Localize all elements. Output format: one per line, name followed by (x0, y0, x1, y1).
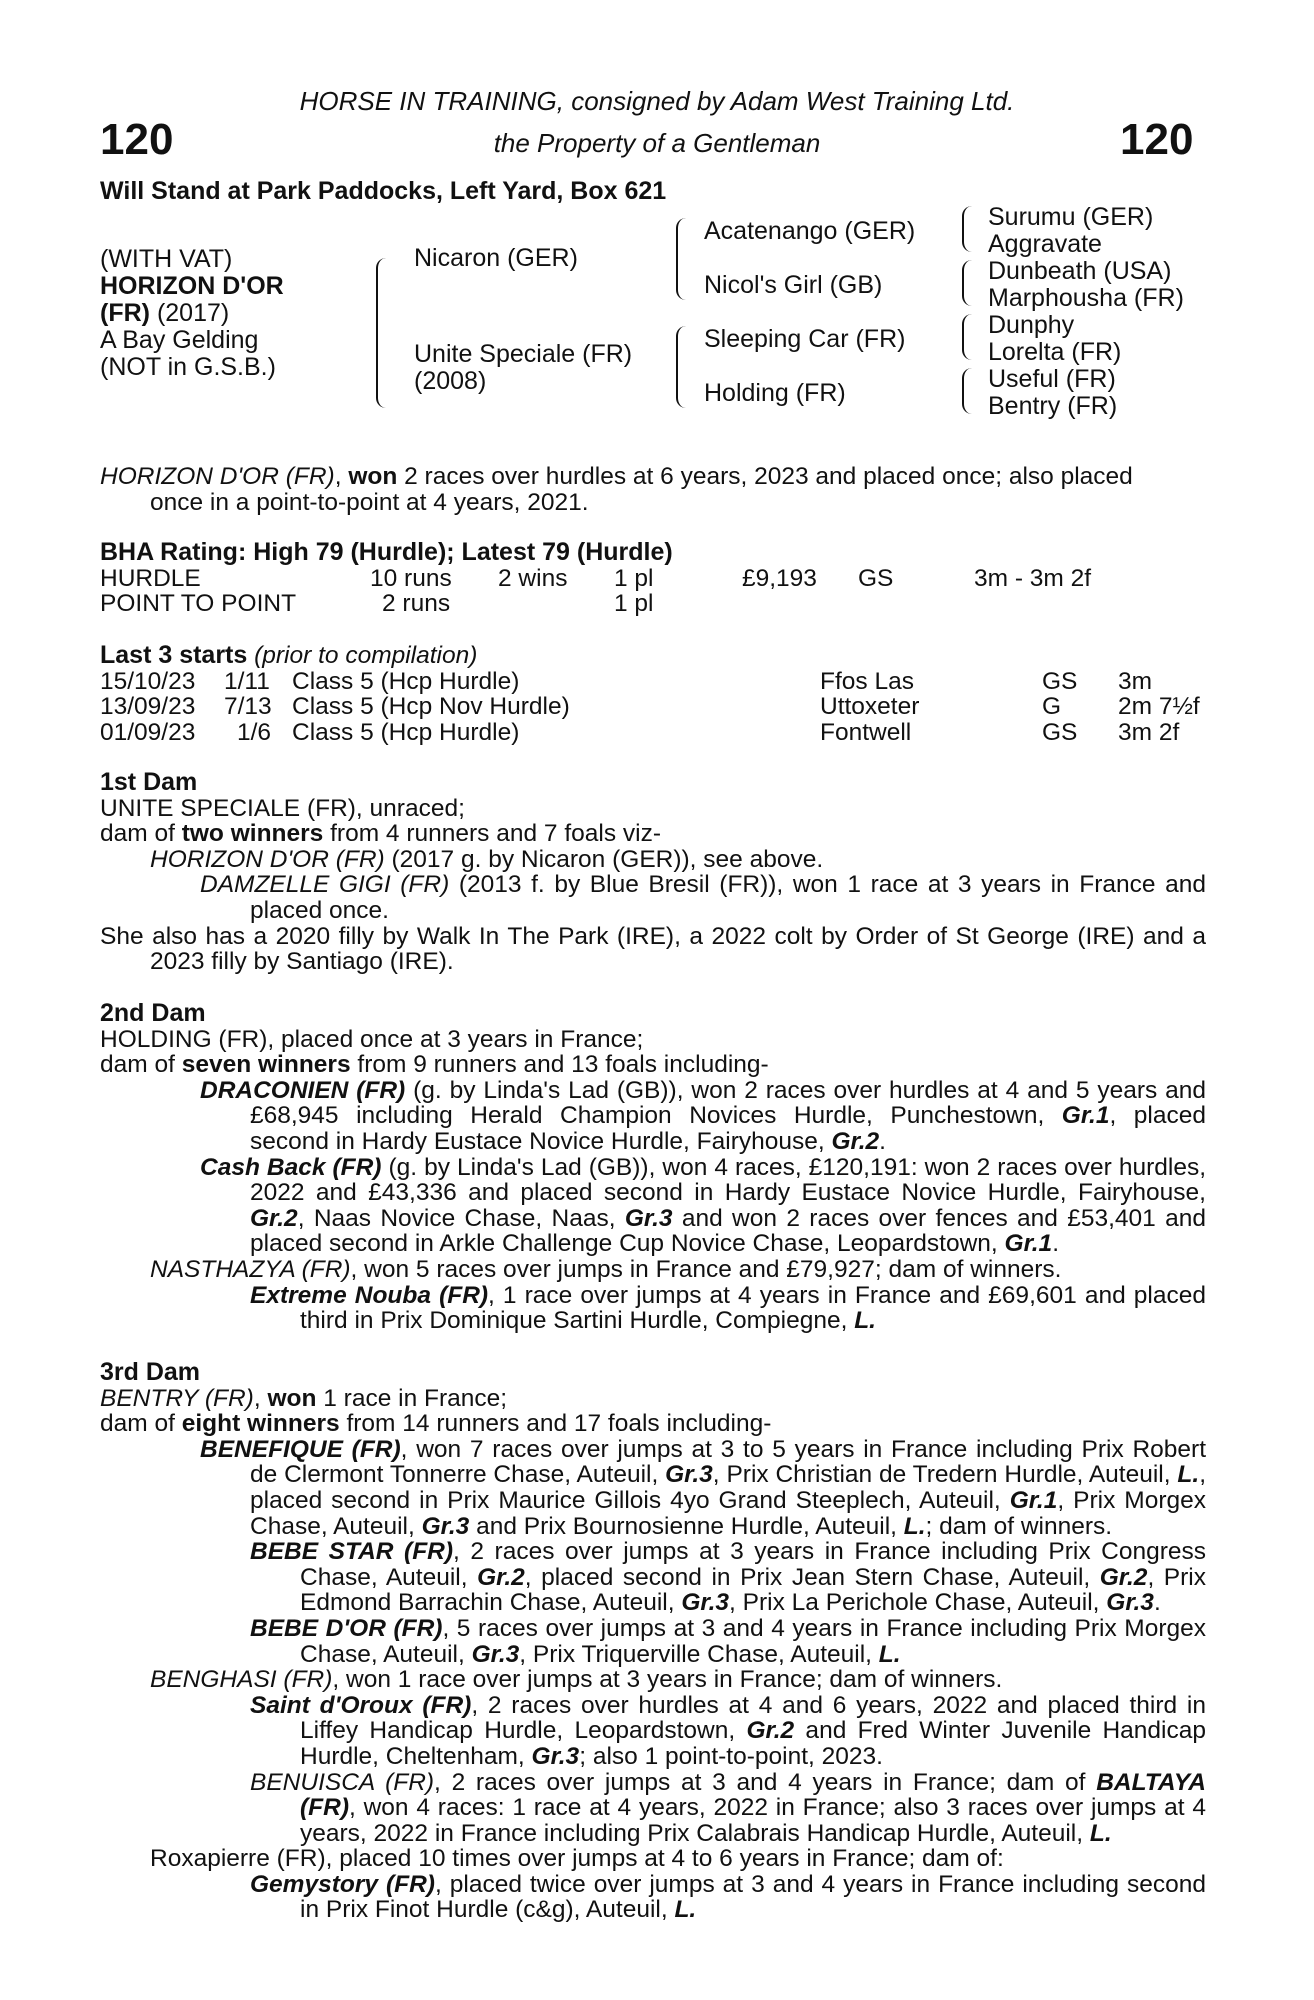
winners-count: seven winners (181, 1051, 351, 1079)
dam-of-text: dam of (100, 1051, 182, 1079)
first-dam-section (100, 770, 1206, 975)
produce-text: , placed second in Hardy Eustace Novice Hurdle, Fairyhouse, (250, 1102, 1206, 1155)
produce-name: BALTAYA (FR) (300, 1768, 1206, 1822)
grade-label: Gr.2 (746, 1717, 795, 1745)
start-row (100, 720, 1206, 746)
produce-text: (2013 f. by Blue Bresil (FR)), won 1 race at 3 years in France and placed once. (250, 871, 1206, 924)
grade-label: Gr.2 (477, 1563, 525, 1591)
rating-type: HURDLE (100, 564, 201, 592)
pedigree-dam-year: (2008) (414, 367, 487, 395)
lot-number-left: 120 (100, 115, 174, 164)
dam-of-text: dam of (100, 1410, 182, 1438)
produce-entry (100, 1872, 1206, 1923)
produce-entry (100, 872, 1206, 923)
also-has-text: She also has a 2020 filly by Walk In The Park (IRE), a 2022 colt by Order of St George (IRE) and a 2023 filly by Santiago (IRE). (100, 922, 1206, 976)
grade-label: Gr.3 (471, 1640, 520, 1668)
rating-earnings: £9,193 (742, 564, 817, 592)
sire-brace (676, 218, 690, 300)
rating-section (100, 540, 1206, 617)
grade-label: Gr.3 (665, 1461, 713, 1489)
produce-text: , won 5 races over jumps in France and £79,927; dam of winners. (350, 1255, 1062, 1283)
pedigree-g1: Surumu (GER) (988, 203, 1154, 231)
pedigree-g6: Lorelta (FR) (988, 338, 1122, 366)
start-course: Fontwell (820, 718, 912, 746)
horse-year: (2017) (156, 299, 230, 327)
grade-label: Gr.2 (250, 1204, 298, 1232)
gsb-note: (NOT in G.S.B.) (100, 353, 276, 381)
rating-placed: 1 pl (614, 590, 654, 618)
winners-count: eight winners (181, 1410, 340, 1438)
g-brace-3 (962, 314, 976, 360)
listed-label: L. (903, 1512, 926, 1540)
start-course: Uttoxeter (820, 693, 920, 721)
produce-text: , 5 races over jumps at 3 and 4 years in France including Prix Morgex Chase, Auteuil, (300, 1614, 1206, 1668)
start-course: Ffos Las (820, 667, 914, 695)
pedigree-g3: Dunbeath (USA) (988, 257, 1172, 285)
grade-label: Gr.1 (1009, 1486, 1058, 1514)
produce-entry (100, 1078, 1206, 1155)
start-position: 1/11 (224, 667, 270, 695)
grade-label: Gr.3 (681, 1589, 730, 1617)
start-date: 15/10/23 (100, 667, 196, 695)
lot-number-right: 120 (1120, 115, 1194, 164)
produce-name: Gemystory (FR) (250, 1870, 435, 1898)
pedigree-sire-sire: Acatenango (GER) (704, 217, 916, 245)
grade-label: Gr.1 (1004, 1230, 1053, 1258)
first-dam-line: UNITE SPECIALE (FR), unraced; (100, 794, 465, 822)
start-going: GS (1042, 667, 1078, 695)
start-race: Class 5 (Hcp Nov Hurdle) (292, 693, 570, 721)
produce-text: (g. by Linda's Lad (GB)), won 4 races, £120,191: won 2 races over hurdles, 2022 and £43,336 and placed second in Hardy Eustace Novice Hurdle, Fairyhouse, (250, 1153, 1206, 1207)
produce-text: , Prix Morgex Chase, Auteuil, (250, 1486, 1206, 1540)
produce-name: BENGHASI (FR) (150, 1666, 333, 1694)
summary-name: HORIZON D'OR (FR) (100, 463, 335, 490)
produce-entry (100, 1283, 1206, 1334)
start-position: 1/6 (237, 718, 272, 746)
summary-line1: 2 races over hurdles at 6 years, 2023 and placed once; also placed (397, 463, 1133, 490)
dam-of-text: from 14 runners and 17 foals including- (339, 1410, 772, 1438)
produce-text: ; also 1 point-to-point, 2023. (579, 1742, 883, 1770)
last-starts-subtitle: (prior to compilation) (254, 642, 478, 669)
grade-label: Gr.3 (421, 1512, 470, 1540)
produce-text: , placed second in Prix Maurice Gillois 4yo Grand Steeplech, Auteuil, (250, 1461, 1206, 1514)
produce-entry: Roxapierre (FR), placed 10 times over jumps at 4 to 6 years in France; dam of: (150, 1845, 1004, 1873)
start-race: Class 5 (Hcp Hurdle) (292, 667, 520, 695)
horse-country: (FR) (100, 299, 150, 327)
produce-text: , Prix La Perichole Chase, Auteuil, (729, 1589, 1107, 1617)
last-starts-section (100, 643, 1206, 745)
produce-text: , won 4 races: 1 race at 4 years, 2022 in France; also 3 races over jumps at 4 years, 2022 in France including Prix Calabrais Handicap Hurdle, Auteuil, (300, 1794, 1206, 1847)
grade-label: Gr.1 (1061, 1102, 1110, 1130)
horse-name: HORIZON D'OR (100, 272, 284, 300)
rating-title: BHA Rating: High 79 (Hurdle); Latest 79 (Hurdle) (100, 538, 673, 566)
rating-going: GS (858, 564, 894, 592)
third-dam-title: 3rd Dam (100, 1358, 201, 1386)
produce-entry (100, 847, 1206, 873)
rating-distance: 3m - 3m 2f (974, 564, 1092, 592)
pedigree-g8: Bentry (FR) (988, 392, 1118, 420)
stand-line: Will Stand at Park Paddocks, Left Yard, Box 621 (100, 177, 667, 205)
rating-row-ptp (100, 591, 1206, 617)
produce-text: , 2 races over jumps at 3 and 4 years in France; dam of (434, 1768, 1097, 1796)
pedigree-sire: Nicaron (GER) (414, 244, 578, 272)
produce-text: , 2 races over hurdles at 4 and 6 years, 2022 and placed third in Liffey Handicap Hurdle, Leopardstown, (300, 1691, 1206, 1745)
produce-name: Extreme Nouba (FR) (250, 1281, 489, 1309)
produce-text: , placed second in Prix Jean Stern Chase, Auteuil, (524, 1563, 1100, 1591)
grade-label: Gr.2 (831, 1127, 880, 1155)
g-brace-4 (962, 368, 976, 414)
dam-of-text: from 9 runners and 13 foals including- (350, 1051, 769, 1079)
start-distance: 3m 2f (1118, 718, 1180, 746)
produce-entry (100, 1693, 1206, 1770)
listed-label: L. (1177, 1461, 1200, 1489)
produce-text: , won 7 races over jumps at 3 to 5 years in France including Prix Robert de Clermont Tonnerre Chase, Auteuil, (250, 1435, 1206, 1489)
produce-name: DAMZELLE GIGI (FR) (200, 871, 450, 899)
grade-label: Gr.3 (531, 1742, 580, 1770)
start-distance: 2m 7½f (1118, 693, 1200, 721)
race-summary: HORIZON D'OR (FR), won 2 races over hurdles at 6 years, 2023 and placed once; also placed once in a point-to-point at 4 years, 2021. (100, 464, 1206, 515)
summary-won: won (348, 463, 398, 490)
listed-label: L. (878, 1640, 901, 1668)
produce-text: and Fred Winter Juvenile Handicap Hurdle, Cheltenham, (300, 1717, 1207, 1770)
rating-placed: 1 pl (614, 564, 654, 592)
third-dam-text: 1 race in France; (316, 1384, 508, 1412)
grade-label: Gr.3 (1106, 1589, 1154, 1617)
produce-name: BENEFIQUE (FR) (200, 1435, 401, 1463)
dam-of-text: dam of (100, 820, 182, 848)
start-row (100, 669, 1206, 695)
produce-text: , Naas Novice Chase, Naas, (297, 1204, 625, 1232)
second-dam-title: 2nd Dam (100, 999, 206, 1027)
produce-text: . (1153, 1589, 1161, 1617)
produce-text: , won 1 race over jumps at 3 years in France; dam of winners. (332, 1666, 1003, 1694)
start-row (100, 694, 1206, 720)
produce-text: , 1 race over jumps at 4 years in France and £69,601 and placed third in Prix Dominique Sartini Hurdle, Compiegne, (300, 1281, 1206, 1335)
summary-line2: once in a point-to-point at 4 years, 2021. (150, 488, 589, 516)
consignor-line: HORSE IN TRAINING, consigned by Adam West Training Ltd. (299, 86, 1015, 116)
horse-name-line2 (100, 300, 229, 327)
start-distance: 3m (1118, 667, 1153, 695)
start-race: Class 5 (Hcp Hurdle) (292, 718, 520, 746)
produce-text: , 2 races over jumps at 3 years in France including Prix Congress Chase, Auteuil, (300, 1538, 1206, 1591)
rating-runs: 2 runs (382, 590, 451, 618)
produce-text: ; dam of winners. (925, 1512, 1113, 1540)
produce-entry (100, 1155, 1206, 1257)
produce-entry (100, 1770, 1206, 1847)
pedigree-dam-dam: Holding (FR) (704, 379, 846, 407)
start-position: 7/13 (224, 693, 272, 721)
produce-text: and Prix Bournosienne Hurdle, Auteuil, (469, 1512, 904, 1540)
produce-text: . (879, 1127, 886, 1155)
start-going: G (1042, 693, 1062, 721)
produce-entry (100, 1667, 1206, 1693)
produce-entry (100, 1257, 1206, 1283)
produce-text: , placed twice over jumps at 3 and 4 years in France including second in Prix Finot Hurdle (c&g), Auteuil, (300, 1870, 1207, 1924)
produce-text: and won 2 races over fences and £53,401 and placed second in Arkle Challenge Cup Novice Chase, Leopardstown, (250, 1204, 1206, 1258)
pedigree-g4: Marphousha (FR) (988, 284, 1184, 312)
second-dam-section (100, 1001, 1206, 1334)
start-date: 13/09/23 (100, 693, 196, 721)
produce-entry (100, 1437, 1206, 1539)
third-dam-name: BENTRY (FR) (100, 1384, 254, 1412)
produce-text: , Prix Edmond Barrachin Chase, Auteuil, (300, 1563, 1206, 1617)
produce-entry (100, 1539, 1206, 1616)
horse-description: A Bay Gelding (100, 326, 259, 354)
pedigree-dam: Unite Speciale (FR) (414, 340, 633, 368)
produce-text: (2017 g. by Nicaron (GER)), see above. (384, 845, 824, 873)
rating-row-hurdle (100, 566, 1206, 592)
dam-brace (676, 326, 690, 408)
start-going: GS (1042, 718, 1078, 746)
rating-type: POINT TO POINT (100, 590, 297, 618)
rating-runs: 10 runs (370, 564, 452, 592)
second-dam-line: HOLDING (FR), placed once at 3 years in France; (100, 1025, 644, 1053)
produce-name: BEBE STAR (FR) (250, 1538, 454, 1566)
pedigree-brace (376, 258, 390, 408)
last-starts-title: Last 3 starts (100, 641, 248, 669)
property-line: the Property of a Gentleman (493, 128, 821, 158)
produce-text: , Prix Christian de Tredern Hurdle, Auteuil, (712, 1461, 1178, 1489)
produce-name: DRACONIEN (FR) (200, 1076, 406, 1104)
rating-wins: 2 wins (498, 564, 568, 592)
produce-name: HORIZON D'OR (FR) (150, 845, 385, 873)
produce-name: NASTHAZYA (FR) (150, 1255, 351, 1283)
produce-name: Saint d'Oroux (FR) (250, 1691, 472, 1719)
pedigree-g7: Useful (FR) (988, 365, 1116, 393)
produce-name: BEBE D'OR (FR) (250, 1614, 443, 1642)
g-brace-2 (962, 260, 976, 306)
produce-text: . (1052, 1230, 1060, 1258)
vat-label: (WITH VAT) (100, 245, 233, 273)
produce-name: Cash Back (FR) (200, 1153, 382, 1181)
listed-label: L. (1089, 1819, 1112, 1847)
g-brace-1 (962, 206, 976, 252)
pedigree-dam-sire: Sleeping Car (FR) (704, 325, 906, 353)
produce-text: , Prix Triquerville Chase, Auteuil, (519, 1640, 879, 1668)
produce-name: BENUISCA (FR) (250, 1768, 435, 1796)
grade-label: Gr.2 (1099, 1563, 1148, 1591)
first-dam-title: 1st Dam (100, 768, 198, 796)
pedigree-sire-dam: Nicol's Girl (GB) (704, 271, 883, 299)
dam-of-text: from 4 runners and 7 foals viz- (323, 820, 661, 848)
listed-label: L. (674, 1896, 697, 1924)
winners-count: two winners (181, 820, 324, 848)
won-label: won (267, 1384, 317, 1412)
pedigree-g2: Aggravate (988, 230, 1102, 258)
start-date: 01/09/23 (100, 718, 196, 746)
third-dam-section: 3rd Dam BENTRY (FR), won 1 race in France; dam of eight winners from 14 runners and 17 foals including- BENEFIQUE (FR), won 7 races over jumps at 3 to 5 years in France including Prix Robert de Clermont Tonnerre Chase, Auteuil, Gr.3, Prix Christian de Tredern Hurdle, Auteuil, L., placed second in Prix Maurice Gillois 4yo Grand Steeplech, Auteuil, Gr.1, Prix Morgex Chase, Auteuil, Gr.3 and Prix Bournosienne Hurdle, Auteuil, L.; dam of winners. BEBE STAR (FR), 2 races over jumps at 3 years in France including Prix Congress Chase, Auteuil, Gr.2, placed second in Prix Jean Stern Chase, Auteuil, Gr.2, Prix Edmond Barrachin Chase, Auteuil, Gr.3, Prix La Perichole Chase, Auteuil, Gr.3. BEBE D'OR (FR), 5 races over jumps at 3 and 4 years in France including Prix Morgex Chase, Auteuil, Gr.3, Prix Triquerville Chase, Auteuil, L. BENGHASI (FR), won 1 race over jumps at 3 years in France; dam of winners. Saint d'Oroux (FR), 2 races over hurdles at 4 and 6 years, 2022 and placed third in Liffey Handicap Hurdle, Leopardstown, Gr.2 and Fred Winter Juvenile Handicap Hurdle, Cheltenham, Gr.3; also 1 point-to-point, 2023. BENUISCA (FR), 2 races over jumps at 3 and 4 years in France; dam of BALTAYA (FR), won 4 races: 1 race at 4 years, 2022 in France; also 3 races over jumps at 4 years, 2022 in France including Prix Calabrais Handicap Hurdle, Auteuil, L. Roxapierre (FR), placed 10 times over jumps at 4 to 6 years in France; dam of: Gemystory (FR), placed twice over jumps at 3 and 4 years in France including second in Prix Finot Hurdle (c&g), Auteuil, L. (100, 1358, 1207, 1924)
pedigree-g5: Dunphy (988, 311, 1075, 339)
produce-text: (g. by Linda's Lad (GB)), won 2 races over hurdles at 4 and 5 years and £68,945 including Herald Champion Novices Hurdle, Punchestown, (250, 1076, 1206, 1130)
produce-entry (100, 1616, 1206, 1667)
grade-label: Gr.3 (624, 1204, 673, 1232)
listed-label: L. (854, 1307, 876, 1335)
